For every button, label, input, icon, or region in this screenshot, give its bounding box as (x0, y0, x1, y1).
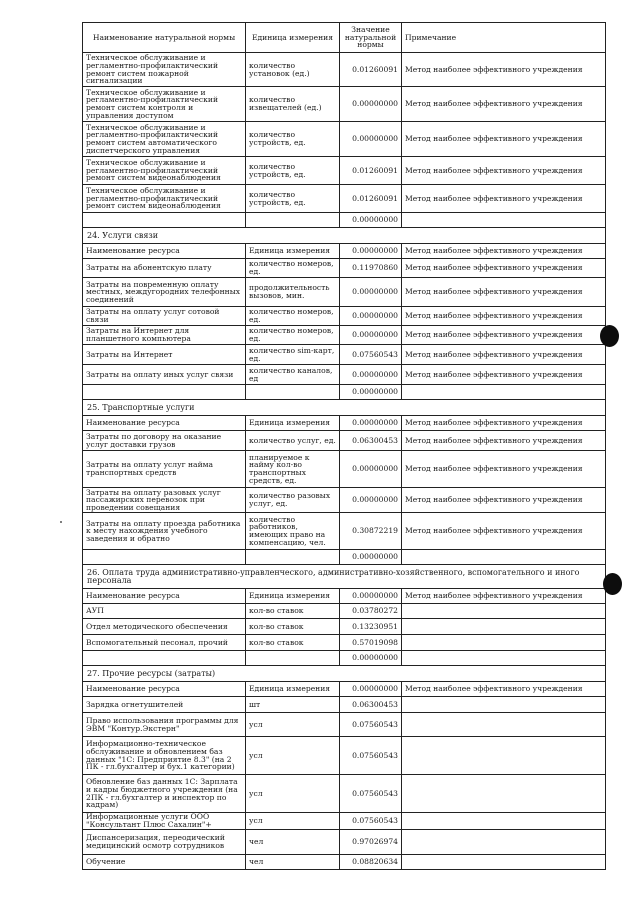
total-blank (402, 213, 606, 228)
punch-hole-mark (600, 325, 619, 347)
unit-cell: планируемое к найму кол-во транспортных средств, ед. (246, 451, 340, 488)
note-cell (402, 697, 606, 713)
unit-cell: продолжительность вызовов, мин. (246, 278, 340, 307)
table-row (83, 855, 606, 870)
norm-value: 0.06300453 (340, 697, 402, 713)
total-blank (402, 385, 606, 400)
note-cell: Метод наиболее эффективного учреждения (402, 488, 606, 513)
norm-value: 0.30872219 (340, 513, 402, 550)
table-row (83, 416, 606, 431)
total-row (83, 550, 606, 565)
note-cell (402, 604, 606, 619)
resource-name: Обучение (83, 855, 246, 870)
total-blank (83, 651, 246, 666)
total-row (83, 651, 606, 666)
note-cell: Метод наиболее эффективного учреждения (402, 278, 606, 307)
section-title: 27. Прочие ресурсы (затраты) (83, 666, 606, 682)
unit-cell: количество устройств, ед. (246, 157, 340, 185)
note-cell (402, 737, 606, 775)
table-row (83, 307, 606, 326)
header-note: Примечание (402, 23, 606, 53)
note-cell (402, 713, 606, 737)
total-blank (246, 385, 340, 400)
unit-cell: количество номеров, ед. (246, 259, 340, 278)
norm-value: 0.11970860 (340, 259, 402, 278)
norm-value: 0.57019098 (340, 635, 402, 651)
resource-name: Наименование ресурса (83, 244, 246, 259)
norm-value: 0.00000000 (340, 682, 402, 697)
note-cell: Метод наиболее эффективного учреждения (402, 244, 606, 259)
note-cell: Метод наиболее эффективного учреждения (402, 431, 606, 451)
unit-cell: кол-во ставок (246, 604, 340, 619)
table-row (83, 604, 606, 619)
unit-cell: усл (246, 737, 340, 775)
norm-value: 0.01260091 (340, 53, 402, 87)
norm-value: 0.01260091 (340, 157, 402, 185)
unit-cell: количество устройств, ед. (246, 122, 340, 157)
total-row (83, 385, 606, 400)
unit-cell: количество каналов, ед (246, 365, 340, 385)
table-row (83, 775, 606, 813)
table-row (83, 157, 606, 185)
note-cell (402, 775, 606, 813)
resource-name: Вспомогательный песонал, прочий (83, 635, 246, 651)
unit-cell: количество устройств, ед. (246, 185, 340, 213)
table-row (83, 326, 606, 345)
total-blank (83, 213, 246, 228)
unit-cell: Единица измерения (246, 416, 340, 431)
section-title: 26. Оплата труда административно-управленческого, административно-хозяйственного, вспомогательного и иного персонала (83, 565, 606, 589)
unit-cell: количество услуг, ед. (246, 431, 340, 451)
resource-name: Информационно-техническое обслуживание и обновлением баз данных "1С: Предприятие 8.3" (на 2 ПК - гл.бухгалтер и бух.1 категории) (83, 737, 246, 775)
norm-value: 0.07560543 (340, 713, 402, 737)
note-cell: Метод наиболее эффективного учреждения (402, 157, 606, 185)
table-row (83, 53, 606, 87)
norm-value: 0.00000000 (340, 488, 402, 513)
norm-value: 0.07560543 (340, 775, 402, 813)
resource-name: Зарядка огнетушителей (83, 697, 246, 713)
note-cell (402, 813, 606, 830)
total-value: 0.00000000 (340, 385, 402, 400)
table-row (83, 365, 606, 385)
note-cell: Метод наиболее эффективного учреждения (402, 345, 606, 365)
header-unit: Единица измерения (246, 23, 340, 53)
table-row (83, 830, 606, 855)
note-cell (402, 635, 606, 651)
note-cell: Метод наиболее эффективного учреждения (402, 416, 606, 431)
resource-name: Затраты на оплату иных услуг связи (83, 365, 246, 385)
resource-name: Отдел методического обеспечения (83, 619, 246, 635)
total-blank (246, 213, 340, 228)
note-cell: Метод наиболее эффективного учреждения (402, 326, 606, 345)
unit-cell: количество sim-карт, ед. (246, 345, 340, 365)
norm-value: 0.06300453 (340, 431, 402, 451)
table-row (83, 185, 606, 213)
table-row (83, 488, 606, 513)
note-cell: Метод наиболее эффективного учреждения (402, 87, 606, 122)
norm-value: 0.07560543 (340, 345, 402, 365)
norm-value: 0.01260091 (340, 185, 402, 213)
resource-name: Техническое обслуживание и регламентно-профилактический ремонт систем автоматического диспетчерского управления (83, 122, 246, 157)
total-value: 0.00000000 (340, 213, 402, 228)
norm-value: 0.00000000 (340, 278, 402, 307)
note-cell: Метод наиболее эффективного учреждения (402, 682, 606, 697)
resource-name: Затраты по договору на оказание услуг доставки грузов (83, 431, 246, 451)
unit-cell: количество установок (ед.) (246, 53, 340, 87)
section-title: 24. Услуги связи (83, 228, 606, 244)
resource-name: Информационные услуги ООО "Консультант Плюс Сахалин"+ (83, 813, 246, 830)
total-blank (402, 550, 606, 565)
norm-value: 0.13230951 (340, 619, 402, 635)
header-name: Наименование натуральной нормы (83, 23, 246, 53)
table-row (83, 682, 606, 697)
note-cell (402, 855, 606, 870)
unit-cell: количество разовых услуг, ед. (246, 488, 340, 513)
resource-name: Техническое обслуживание и регламентно-профилактический ремонт систем пожарной сигнализации (83, 53, 246, 87)
unit-cell: Единица измерения (246, 682, 340, 697)
unit-cell: чел (246, 855, 340, 870)
section-title: 25. Транспортные услуги (83, 400, 606, 416)
total-blank (246, 651, 340, 666)
note-cell: Метод наиболее эффективного учреждения (402, 365, 606, 385)
table-row (83, 451, 606, 488)
note-cell: Метод наиболее эффективного учреждения (402, 259, 606, 278)
table-row (83, 431, 606, 451)
unit-cell: кол-во ставок (246, 635, 340, 651)
norms-table (82, 22, 606, 870)
unit-cell: количество работников, имеющих право на компенсацию, чел. (246, 513, 340, 550)
table-row (83, 244, 606, 259)
norm-value: 0.03780272 (340, 604, 402, 619)
note-cell: Метод наиболее эффективного учреждения (402, 307, 606, 326)
resource-name: Затраты на Интернет (83, 345, 246, 365)
resource-name: АУП (83, 604, 246, 619)
unit-cell: усл (246, 813, 340, 830)
resource-name: Техническое обслуживание и регламентно-профилактический ремонт систем видеонаблюдения (83, 185, 246, 213)
table-row (83, 278, 606, 307)
note-cell: Метод наиболее эффективного учреждения (402, 185, 606, 213)
note-cell: Метод наиболее эффективного учреждения (402, 589, 606, 604)
norm-value: 0.00000000 (340, 87, 402, 122)
unit-cell: усл (246, 713, 340, 737)
resource-name: Затраты на повременную оплату местных, междугородних телефонных соединений (83, 278, 246, 307)
table-row (83, 589, 606, 604)
table-row (83, 713, 606, 737)
norm-value: 0.00000000 (340, 122, 402, 157)
scan-speck (60, 521, 62, 523)
unit-cell: Единица измерения (246, 244, 340, 259)
unit-cell: количество извещателей (ед.) (246, 87, 340, 122)
resource-name: Право использования программы для ЭВМ "Контур.Экстерн" (83, 713, 246, 737)
norm-value: 0.00000000 (340, 307, 402, 326)
section-heading-row (83, 400, 606, 416)
note-cell: Метод наиболее эффективного учреждения (402, 122, 606, 157)
norm-value: 0.07560543 (340, 737, 402, 775)
total-value: 0.00000000 (340, 550, 402, 565)
table-row (83, 513, 606, 550)
resource-name: Затраты на оплату проезда работника к месту нахождения учебного заведения и обратно (83, 513, 246, 550)
resource-name: Диспансеризация, переодический медицинский осмотр сотрудников (83, 830, 246, 855)
resource-name: Затраты на Интернет для планшетного компьютера (83, 326, 246, 345)
norm-value: 0.00000000 (340, 416, 402, 431)
total-blank (83, 550, 246, 565)
table-row (83, 122, 606, 157)
section-heading-row (83, 228, 606, 244)
resource-name: Наименование ресурса (83, 682, 246, 697)
note-cell: Метод наиболее эффективного учреждения (402, 451, 606, 488)
table-row (83, 87, 606, 122)
norm-value: 0.00000000 (340, 589, 402, 604)
punch-hole-mark (603, 573, 622, 595)
norm-value: 0.00000000 (340, 244, 402, 259)
total-blank (83, 385, 246, 400)
note-cell: Метод наиболее эффективного учреждения (402, 513, 606, 550)
total-row (83, 213, 606, 228)
resource-name: Техническое обслуживание и регламентно-профилактический ремонт систем видеонаблюдения (83, 157, 246, 185)
resource-name: Техническое обслуживание и регламентно-профилактический ремонт систем контроля и управления доступом (83, 87, 246, 122)
table-row (83, 737, 606, 775)
norms-table-body (83, 23, 606, 870)
norm-value: 0.00000000 (340, 326, 402, 345)
unit-cell: количество номеров, ед. (246, 307, 340, 326)
resource-name: Затраты на оплату услуг найма транспортных средств (83, 451, 246, 488)
unit-cell: чел (246, 830, 340, 855)
table-row (83, 619, 606, 635)
table-row (83, 813, 606, 830)
norm-value: 0.07560543 (340, 813, 402, 830)
section-heading-row (83, 565, 606, 589)
total-value: 0.00000000 (340, 651, 402, 666)
section-heading-row (83, 666, 606, 682)
unit-cell: кол-во ставок (246, 619, 340, 635)
unit-cell: количество номеров, ед. (246, 326, 340, 345)
resource-name: Наименование ресурса (83, 589, 246, 604)
table-row (83, 697, 606, 713)
total-blank (402, 651, 606, 666)
unit-cell: усл (246, 775, 340, 813)
table-row (83, 259, 606, 278)
table-row (83, 345, 606, 365)
norm-value: 0.00000000 (340, 451, 402, 488)
resource-name: Обновление баз данных 1С: Зарплата и кадры бюджетного учреждения (на 2ПК - гл.бухгалтер и инспектор по кадрам) (83, 775, 246, 813)
note-cell (402, 830, 606, 855)
total-blank (246, 550, 340, 565)
header-value: Значение натуральной нормы (340, 23, 402, 53)
note-cell: Метод наиболее эффективного учреждения (402, 53, 606, 87)
norm-value: 0.00000000 (340, 365, 402, 385)
resource-name: Наименование ресурса (83, 416, 246, 431)
resource-name: Затраты на оплату разовых услуг пассажирских перевозок при проведении совещания (83, 488, 246, 513)
unit-cell: шт (246, 697, 340, 713)
resource-name: Затраты на абонентскую плату (83, 259, 246, 278)
norm-value: 0.08820634 (340, 855, 402, 870)
resource-name: Затраты на оплату услуг сотовой связи (83, 307, 246, 326)
table-header-row (83, 23, 606, 53)
unit-cell: Единица измерения (246, 589, 340, 604)
norm-value: 0.97026974 (340, 830, 402, 855)
note-cell (402, 619, 606, 635)
table-row (83, 635, 606, 651)
